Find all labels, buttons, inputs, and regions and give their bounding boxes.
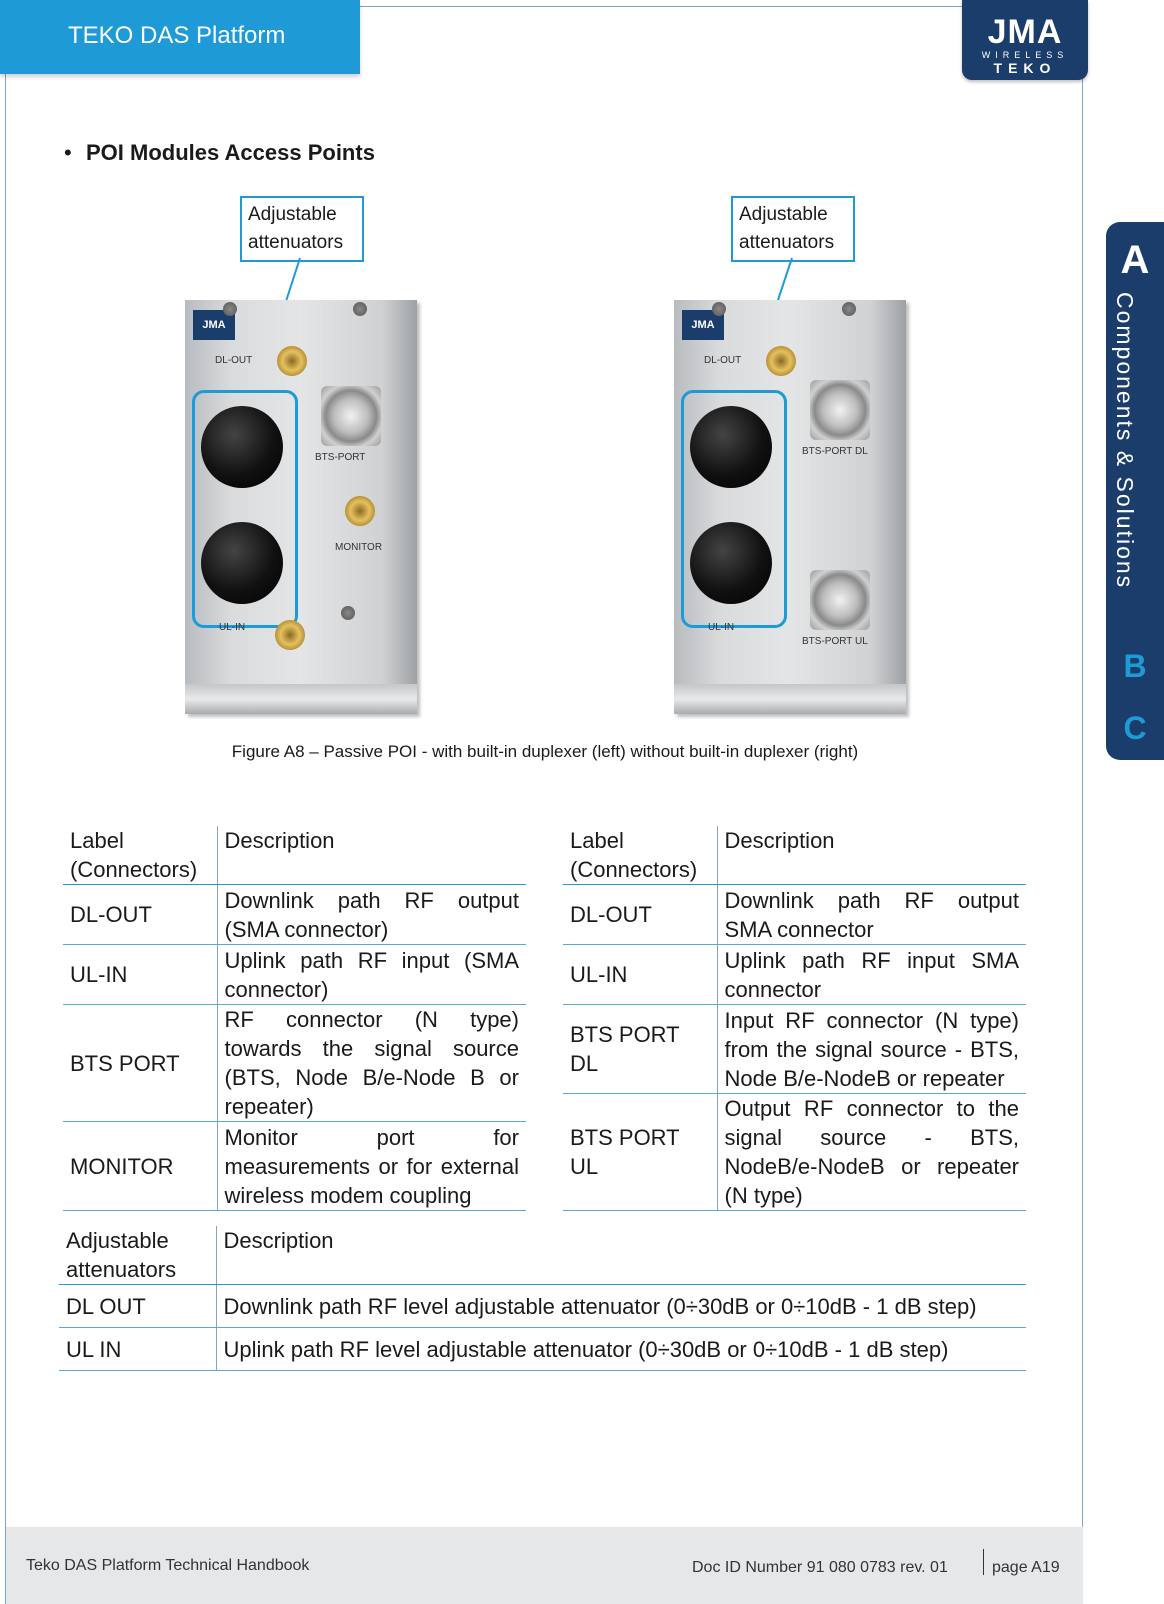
attenuator-knob-icon: [690, 406, 772, 488]
side-tab-letter-a[interactable]: A: [1120, 238, 1150, 282]
header-description-cell: Description: [717, 826, 1026, 885]
header-label-line1: Adjustable: [66, 1228, 169, 1253]
header-label-line2: (Connectors): [70, 857, 198, 882]
device-left-monitor-label: MONITOR: [335, 542, 383, 553]
row-label: DL-OUT: [63, 885, 217, 945]
n-connector-icon: [810, 570, 870, 630]
header-label-line1: Label: [570, 828, 624, 853]
poi-without-duplexer-image: [674, 300, 906, 714]
header-label-line2: (Connectors): [570, 857, 698, 882]
table-header-row: [59, 1226, 1026, 1285]
row-description: Uplink path RF input SMA connector: [717, 945, 1026, 1005]
bullet-dot: •: [64, 140, 72, 165]
connectors-table-left: [63, 826, 526, 1211]
header-label-line2: attenuators: [66, 1257, 177, 1282]
table-header-row: [563, 826, 1026, 885]
table-row: [563, 945, 1026, 1005]
row-description: Output RF connector to the signal source - BTS, NodeB/e-NodeB or repeater (N type): [717, 1094, 1026, 1211]
attenuator-knob-icon: [690, 522, 772, 604]
row-label: UL IN: [59, 1328, 216, 1371]
device-right-ul-in-label: UL-IN: [708, 622, 735, 633]
poi-with-duplexer-image: [185, 300, 417, 714]
device-right-logo: JMA: [682, 310, 724, 340]
sma-connector-icon: [275, 620, 305, 650]
attenuator-knob-icon: [201, 522, 283, 604]
callout-right-line2: attenuators: [739, 232, 835, 253]
row-description: Downlink path RF output (SMA connector): [217, 885, 526, 945]
screw-icon: [223, 302, 237, 316]
n-connector-icon: [810, 380, 870, 440]
attenuators-table: [59, 1226, 1026, 1371]
callout-left-line2: attenuators: [248, 232, 344, 253]
row-label: UL-IN: [63, 945, 217, 1005]
table-row: [63, 1005, 526, 1122]
table-row: [59, 1328, 1026, 1371]
device-base: [674, 684, 906, 714]
sma-connector-icon: [345, 496, 375, 526]
header-label-cell: [563, 826, 717, 885]
row-description: Uplink path RF level adjustable attenuator (0÷30dB or 0÷10dB - 1 dB step): [216, 1328, 1026, 1371]
device-left-bts-port-label: BTS-PORT: [315, 452, 366, 463]
row-label: BTS PORT: [63, 1005, 217, 1122]
screw-icon: [842, 302, 856, 316]
side-tab-letter-c[interactable]: C: [1123, 710, 1147, 746]
header-description-cell: Description: [217, 826, 526, 885]
logo-teko-text: TEKO: [993, 60, 1057, 76]
callout-leaders: [0, 0, 1164, 420]
callout-left-line1: Adjustable: [248, 204, 337, 225]
side-tab-label: Components & Solutions: [1112, 292, 1138, 590]
row-label: BTS PORT UL: [563, 1094, 717, 1211]
sma-connector-icon: [277, 346, 307, 376]
row-label: BTS PORT DL: [563, 1005, 717, 1094]
table-row: [563, 1094, 1026, 1211]
row-label: DL-OUT: [563, 885, 717, 945]
row-description: Downlink path RF level adjustable attenuator (0÷30dB or 0÷10dB - 1 dB step): [216, 1285, 1026, 1328]
device-left-logo: JMA: [193, 310, 235, 340]
table-row: [563, 1005, 1026, 1094]
table-row: [63, 885, 526, 945]
header-label-line1: Label: [70, 828, 124, 853]
table-header-row: [63, 826, 526, 885]
device-left-ul-in-label: UL-IN: [219, 622, 246, 633]
header-label-cell: [59, 1226, 216, 1285]
header-title: TEKO DAS Platform: [68, 22, 286, 49]
table-row: [59, 1285, 1026, 1328]
row-description: RF connector (N type) towards the signal source (BTS, Node B/e-Node B or repeater): [217, 1005, 526, 1122]
footer-page-number: page A19: [992, 1559, 1060, 1576]
row-description: Input RF connector (N type) from the signal source - BTS, Node B/e-NodeB or repeater: [717, 1005, 1026, 1094]
row-label: DL OUT: [59, 1285, 216, 1328]
device-right-bts-port-dl-label: BTS-PORT DL: [802, 446, 868, 457]
logo-jma-text: JMA: [987, 13, 1063, 51]
attenuator-knob-icon: [201, 406, 283, 488]
row-description: Downlink path RF output SMA connector: [717, 885, 1026, 945]
header-label-cell: [63, 826, 217, 885]
device-left-dl-out-label: DL-OUT: [215, 355, 253, 366]
logo-wireless-text: WIRELESS: [981, 50, 1069, 60]
footer-doc-id: Doc ID Number 91 080 0783 rev. 01: [692, 1559, 948, 1576]
screw-icon: [353, 302, 367, 316]
table-row: [63, 1122, 526, 1211]
figure-caption: Figure A8 – Passive POI - with built-in duplexer (left) without built-in duplexer (right): [231, 742, 859, 761]
footer-separator: [983, 1549, 984, 1575]
callout-right-line1: Adjustable: [739, 204, 828, 225]
device-right-dl-out-label: DL-OUT: [704, 355, 742, 366]
row-label: MONITOR: [63, 1122, 217, 1211]
table-row: [63, 945, 526, 1005]
header-description-cell: Description: [216, 1226, 1026, 1285]
side-tab-letter-b[interactable]: B: [1123, 648, 1147, 684]
sma-connector-icon: [766, 346, 796, 376]
n-connector-icon: [321, 386, 381, 446]
footer: [6, 1527, 1083, 1604]
device-right-bts-port-ul-label: BTS-PORT UL: [802, 636, 868, 647]
footer-handbook-title: Teko DAS Platform Technical Handbook: [26, 1557, 310, 1574]
screw-icon: [712, 302, 726, 316]
row-description: Monitor port for measurements or for external wireless modem coupling: [217, 1122, 526, 1211]
section-title: POI Modules Access Points: [86, 140, 375, 165]
row-description: Uplink path RF input (SMA connector): [217, 945, 526, 1005]
screw-icon: [341, 606, 355, 620]
table-row: [563, 885, 1026, 945]
device-base: [185, 684, 417, 714]
connectors-table-right: [563, 826, 1026, 1211]
row-label: UL-IN: [563, 945, 717, 1005]
